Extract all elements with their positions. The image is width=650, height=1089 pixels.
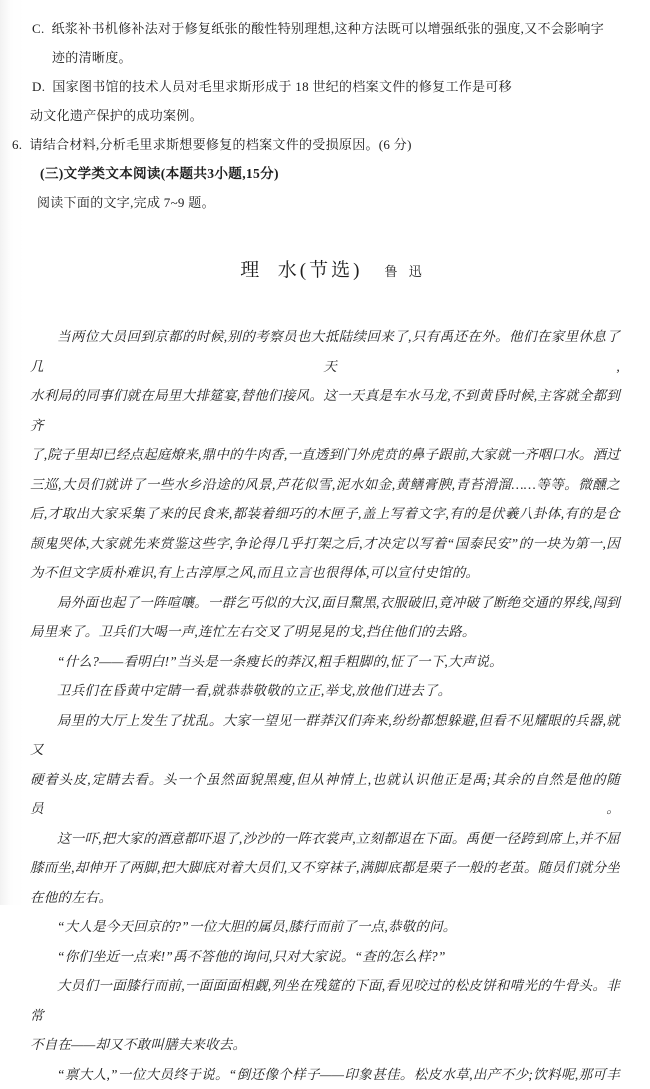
article-text-line: 水利局的同事们就在局里大排筵宴,替他们接风。这一天真是车水马龙,不到黄昏时候,主客就全都到齐 bbox=[30, 381, 620, 440]
question-text-line: 6. 请结合材料,分析毛里求斯想要修复的档案文件的受损原因。(6 分) bbox=[0, 130, 650, 159]
article-text-line: 为不但文字质朴难识,有上古淳厚之风,而且立言也很得体,可以宣付史馆的。 bbox=[30, 558, 620, 588]
article-text-line: 当两位大员回到京都的时候,别的考察员也大抵陆续回来了,只有禹还在外。他们在家里休息了几天, bbox=[30, 322, 620, 381]
article-text-line: “禀大人,”一位大员终于说。“倒还像个样子——印象甚佳。松皮水草,出产不少;饮料呢,那可丰 bbox=[30, 1060, 620, 1089]
question-text-line: 阅读下面的文字,完成 7~9 题。 bbox=[0, 188, 650, 217]
article-text-line: 在他的左右。 bbox=[30, 883, 620, 913]
article-text-line: “什么?——看明白!”当头是一条瘦长的莽汉,粗手粗脚的,怔了一下,大声说。 bbox=[30, 647, 620, 677]
question-text-line: 迹的清晰度。 bbox=[0, 43, 650, 72]
article-text-line: 局里的大厅上发生了扰乱。大家一望见一群莽汉们奔来,纷纷都想躲避,但看不见耀眼的兵器,就又 bbox=[30, 706, 620, 765]
article-text-line: 这一吓,把大家的酒意都吓退了,沙沙的一阵衣裳声,立刻都退在下面。禹便一径跨到席上,并不屈 bbox=[30, 824, 620, 854]
article-title-row bbox=[0, 223, 650, 320]
article-text-line: 大员们一面膝行而前,一面面面相觑,列坐在残筵的下面,看见咬过的松皮饼和啃光的牛骨头。非常 bbox=[30, 971, 620, 1030]
article-text-line: 颉鬼哭体,大家就先来赏鉴这些字,争论得几乎打架之后,才决定以写着“国泰民安”的一块为第一,因 bbox=[30, 529, 620, 559]
question-text-line: 动文化遗产保护的成功案例。 bbox=[0, 101, 650, 130]
article-text-line: 硬着头皮,定睛去看。头一个虽然面貌黑瘦,但从神情上,也就认识他正是禹;其余的自然是他的随员。 bbox=[30, 765, 620, 824]
question-section bbox=[0, 14, 650, 217]
article-text-line: 三巡,大员们就讲了一些水乡沿途的风景,芦花似雪,泥水如金,黄鳝膏腴,青苔滑溜……等等。微醺之 bbox=[30, 470, 620, 500]
article-text-line: 了,院子里却已经点起庭燎来,鼎中的牛肉香,一直透到门外虎贲的鼻子跟前,大家就一齐咽口水。酒过 bbox=[30, 440, 620, 470]
article-text-line: 膝而坐,却伸开了两脚,把大脚底对着大员们,又不穿袜子,满脚底都是栗子一般的老茧。随员们就分坐 bbox=[30, 853, 620, 883]
article-text-line: 局外面也起了一阵喧嚷。一群乞丐似的大汉,面目黧黑,衣服破旧,竟冲破了断绝交通的界线,闯到 bbox=[30, 588, 620, 618]
question-text-line: C. 纸浆补书机修补法对于修复纸张的酸性特别理想,这种方法既可以增强纸张的强度,又不会影响字 bbox=[0, 14, 650, 43]
article-author: 鲁 迅 bbox=[384, 264, 425, 279]
article-text-line: 不自在——却又不敢叫膳夫来收去。 bbox=[30, 1030, 620, 1060]
question-text-line: (三)文学类文本阅读(本题共3小题,15分) bbox=[0, 159, 650, 188]
article-text-line: 局里来了。卫兵们大喝一声,连忙左右交叉了明晃晃的戈,挡住他们的去路。 bbox=[30, 617, 620, 647]
article-text-line: “大人是今天回京的?”一位大胆的属员,膝行而前了一点,恭敬的问。 bbox=[30, 912, 620, 942]
article-body bbox=[30, 322, 620, 1089]
article-text-line: 后,才取出大家采集了来的民食来,都装着细巧的木匣子,盖上写着文字,有的是伏羲八卦体,有的是仓 bbox=[30, 499, 620, 529]
article-title: 理 水(节选) bbox=[240, 260, 362, 281]
article-text-line: 卫兵们在昏黄中定睛一看,就恭恭敬敬的立正,举戈,放他们进去了。 bbox=[30, 676, 620, 706]
article-text-line: “你们坐近一点来!”禹不答他的询问,只对大家说。“查的怎么样?” bbox=[30, 942, 620, 972]
question-text-line: D. 国家图书馆的技术人员对毛里求斯形成于 18 世纪的档案文件的修复工作是可移 bbox=[0, 72, 650, 101]
